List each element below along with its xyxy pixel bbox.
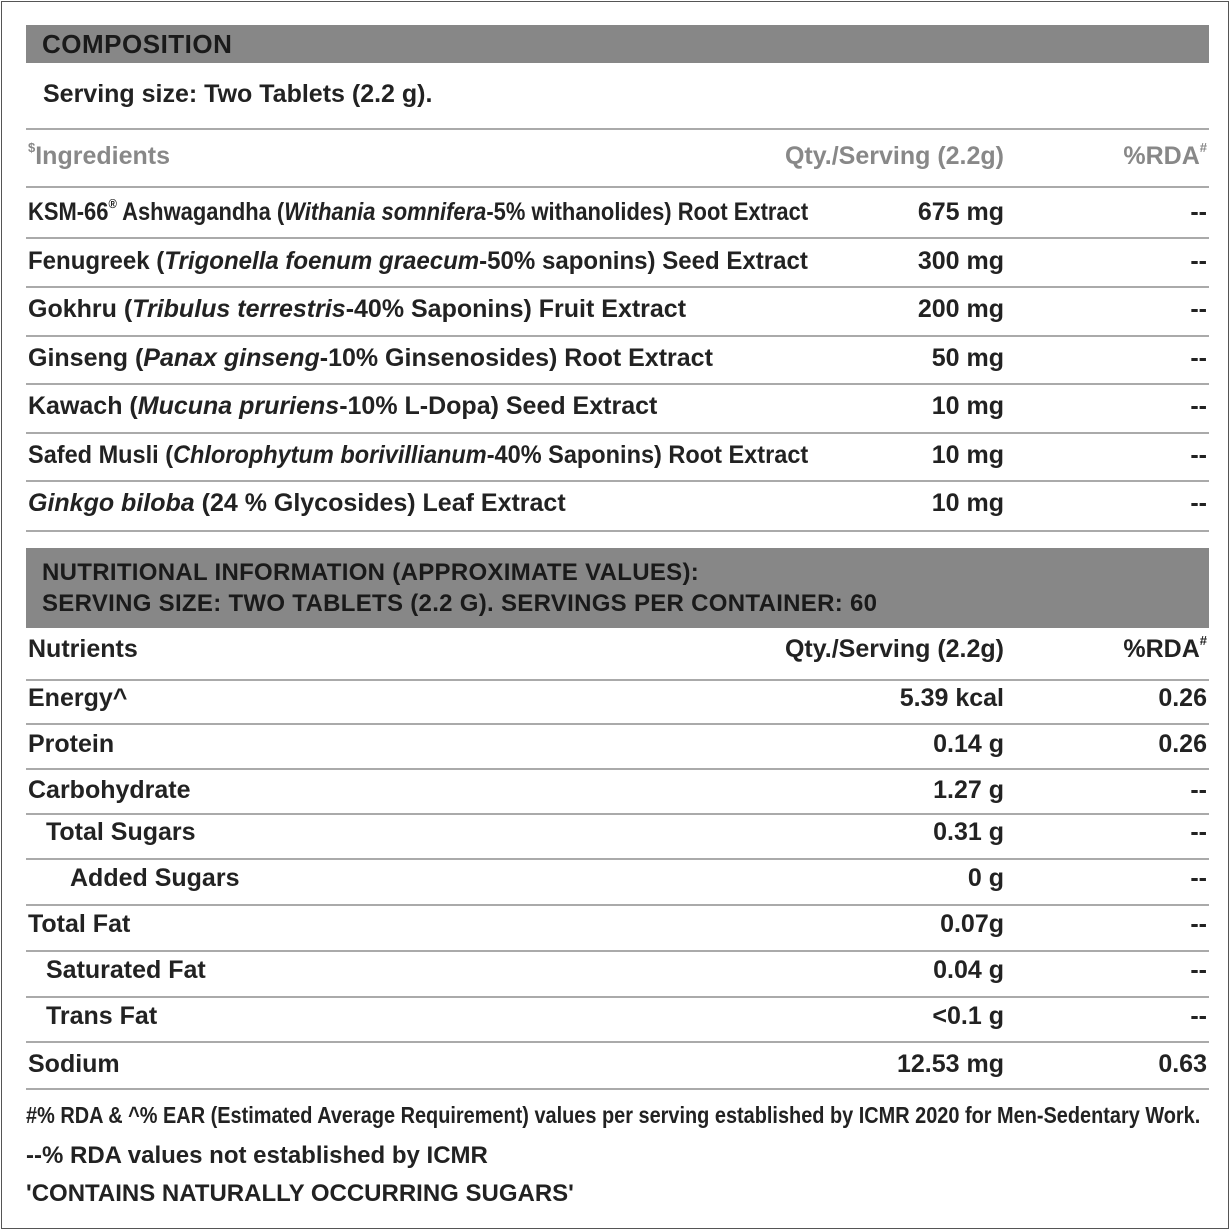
nutrient-name: Total Fat bbox=[28, 910, 131, 938]
divider bbox=[26, 1088, 1209, 1090]
composition-header: COMPOSITION bbox=[26, 25, 1209, 63]
divider bbox=[26, 904, 1209, 906]
qty-column-header: Qty./Serving (2.2g) bbox=[784, 142, 1004, 170]
nutrient-qty: <0.1 g bbox=[932, 1002, 1004, 1030]
nutrient-row bbox=[26, 1050, 1209, 1090]
ingredient-name: Ginkgo biloba (24 % Glycosides) Leaf Extract bbox=[28, 489, 566, 517]
ingredient-row bbox=[26, 441, 1209, 481]
composition-column-headers bbox=[26, 142, 1209, 182]
divider bbox=[26, 383, 1209, 385]
nutrition-column-headers bbox=[26, 635, 1209, 675]
nutrient-name: Trans Fat bbox=[46, 1002, 158, 1030]
ingredient-qty: 10 mg bbox=[931, 441, 1004, 469]
divider bbox=[26, 858, 1209, 860]
divider bbox=[26, 480, 1209, 482]
nutrient-rda: 0.26 bbox=[1158, 684, 1207, 712]
nutrient-qty: 0.31 g bbox=[933, 818, 1004, 846]
nutrient-row bbox=[26, 1002, 1209, 1042]
ingredients-column-header: $Ingredients bbox=[28, 140, 170, 170]
nutrient-name: Carbohydrate bbox=[28, 776, 191, 804]
ingredient-row bbox=[26, 489, 1209, 529]
nutrient-rda: -- bbox=[1190, 1002, 1207, 1030]
divider bbox=[26, 335, 1209, 337]
nutrient-rda: 0.26 bbox=[1158, 730, 1207, 758]
nutrient-row bbox=[26, 684, 1209, 724]
ingredient-qty: 300 mg bbox=[917, 247, 1004, 275]
divider bbox=[26, 813, 1209, 815]
nutrient-qty: 1.27 g bbox=[933, 776, 1004, 804]
footnote-rda: #% RDA & ^% EAR (Estimated Average Requirement) values per serving established by ICMR 2020 for Men-Sedentary Work. bbox=[26, 1102, 1201, 1128]
ingredient-rda: -- bbox=[1190, 392, 1207, 420]
nutrient-row bbox=[26, 730, 1209, 770]
ingredient-rda: -- bbox=[1190, 489, 1207, 517]
ingredient-qty: 675 mg bbox=[917, 198, 1004, 226]
nutrient-qty: 5.39 kcal bbox=[899, 684, 1004, 712]
divider bbox=[26, 996, 1209, 998]
nutrient-row bbox=[26, 776, 1209, 816]
ingredient-row bbox=[26, 247, 1209, 287]
divider bbox=[26, 530, 1209, 532]
ingredient-name: KSM-66® Ashwagandha (Withania somnifera-5% withanolides) Root Extract bbox=[28, 196, 809, 226]
ingredient-row bbox=[26, 295, 1209, 335]
nutrient-rda: -- bbox=[1190, 956, 1207, 984]
ingredient-qty: 10 mg bbox=[931, 392, 1004, 420]
ingredient-row bbox=[26, 344, 1209, 384]
nutrient-row bbox=[26, 910, 1209, 950]
ingredient-rda: -- bbox=[1190, 344, 1207, 372]
nutrients-column-header: Nutrients bbox=[28, 635, 138, 663]
ingredient-rda: -- bbox=[1190, 441, 1207, 469]
nutrient-name: Sodium bbox=[28, 1050, 120, 1078]
nutrient-row bbox=[26, 818, 1209, 858]
nutrition-header-line1: NUTRITIONAL INFORMATION (APPROXIMATE VALUES): bbox=[42, 559, 700, 586]
nutrient-name: Total Sugars bbox=[46, 818, 196, 846]
nutrient-qty: 0.04 g bbox=[933, 956, 1004, 984]
nutrient-row bbox=[26, 956, 1209, 996]
nutrient-rda: -- bbox=[1190, 776, 1207, 804]
ingredient-qty: 10 mg bbox=[931, 489, 1004, 517]
nutrient-name: Added Sugars bbox=[70, 864, 240, 892]
divider bbox=[26, 286, 1209, 288]
nutrition-header bbox=[26, 548, 1209, 628]
nutrient-qty: 0 g bbox=[967, 864, 1004, 892]
qty-column-header: Qty./Serving (2.2g) bbox=[784, 635, 1004, 663]
divider bbox=[26, 432, 1209, 434]
divider bbox=[26, 723, 1209, 725]
nutrition-header-line2: SERVING SIZE: TWO TABLETS (2.2 G). SERVINGS PER CONTAINER: 60 bbox=[42, 590, 878, 617]
nutrient-name: Saturated Fat bbox=[46, 956, 206, 984]
ingredient-name: Gokhru (Tribulus terrestris-40% Saponins) Fruit Extract bbox=[28, 295, 687, 323]
nutrient-rda: -- bbox=[1190, 864, 1207, 892]
divider bbox=[26, 186, 1209, 188]
divider bbox=[26, 128, 1209, 130]
nutrient-name: Protein bbox=[28, 730, 115, 758]
ingredient-name: Safed Musli (Chlorophytum borivillianum-40% Saponins) Root Extract bbox=[28, 441, 809, 469]
divider bbox=[26, 679, 1209, 681]
ingredient-name: Kawach (Mucuna pruriens-10% L-Dopa) Seed Extract bbox=[28, 392, 658, 420]
nutrient-rda: -- bbox=[1190, 818, 1207, 846]
serving-size: Serving size: Two Tablets (2.2 g). bbox=[43, 80, 433, 108]
divider bbox=[26, 237, 1209, 239]
nutrient-qty: 0.07g bbox=[940, 910, 1004, 938]
divider bbox=[26, 768, 1209, 770]
ingredient-qty: 50 mg bbox=[931, 344, 1004, 372]
ingredient-rda: -- bbox=[1190, 247, 1207, 275]
ingredient-rda: -- bbox=[1190, 295, 1207, 323]
footnote-not-established: --% RDA values not established by ICMR bbox=[26, 1142, 488, 1169]
ingredient-qty: 200 mg bbox=[917, 295, 1004, 323]
rda-column-header: %RDA# bbox=[1123, 633, 1207, 663]
ingredient-name: Fenugreek (Trigonella foenum graecum-50% saponins) Seed Extract bbox=[28, 247, 808, 275]
footnote-sugars: 'CONTAINS NATURALLY OCCURRING SUGARS' bbox=[26, 1180, 574, 1207]
nutrient-row bbox=[26, 864, 1209, 904]
ingredient-rda: -- bbox=[1190, 198, 1207, 226]
nutrient-name: Energy^ bbox=[28, 684, 128, 712]
nutrient-rda: 0.63 bbox=[1158, 1050, 1207, 1078]
divider bbox=[26, 950, 1209, 952]
nutrient-rda: -- bbox=[1190, 910, 1207, 938]
divider bbox=[26, 1041, 1209, 1043]
rda-column-header: %RDA# bbox=[1123, 140, 1207, 170]
ingredient-row bbox=[26, 198, 1209, 238]
nutrient-qty: 12.53 mg bbox=[896, 1050, 1004, 1078]
nutrient-qty: 0.14 g bbox=[933, 730, 1004, 758]
ingredient-row bbox=[26, 392, 1209, 432]
ingredient-name: Ginseng (Panax ginseng-10% Ginsenosides) Root Extract bbox=[28, 344, 713, 372]
